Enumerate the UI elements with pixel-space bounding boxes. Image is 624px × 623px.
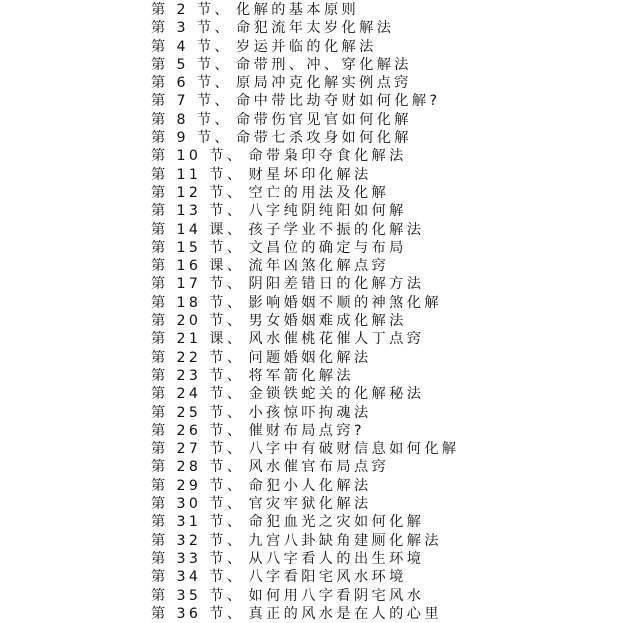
list-item: [151, 92, 611, 110]
lesson-title: 命带刑、冲、穿化解法: [236, 56, 412, 73]
lesson-title: 命犯血光之灾如何化解: [248, 514, 425, 531]
lesson-title: 男女婚姻难成化解法: [248, 313, 407, 330]
list-item: [151, 477, 611, 495]
list-item: [151, 294, 611, 312]
list-item: [151, 422, 611, 440]
list-item: [151, 385, 611, 403]
lesson-title: 九宫八卦缺角建厕化解法: [248, 532, 442, 549]
lesson-number: 第 22 节、: [151, 349, 245, 366]
lesson-number: 第 28 节、: [151, 459, 245, 476]
list-item: [151, 239, 611, 257]
lesson-title: 八字看阳宅风水环境: [248, 569, 407, 586]
lesson-title: 命带枭印夺食化解法: [248, 148, 407, 165]
lesson-title: 从八字看人的出生环境: [248, 550, 425, 567]
lesson-title: 风水催桃花催人丁点窍: [248, 331, 425, 348]
list-item: [151, 56, 611, 74]
lesson-title: 八字纯阴纯阳如何解: [248, 203, 407, 220]
lesson-number: 第 11 节、: [151, 166, 245, 183]
list-item: [151, 166, 611, 184]
lesson-number: 第 30 节、: [151, 496, 245, 513]
lesson-number: 第 2 节、: [151, 2, 233, 18]
lesson-title: 命带七杀攻身如何化解: [236, 130, 412, 147]
list-item: [151, 275, 611, 293]
lesson-title: 原局冲克化解实例点窍: [236, 75, 412, 92]
lesson-number: 第 3 节、: [151, 20, 233, 37]
lesson-number: 第 24 节、: [151, 386, 245, 403]
lesson-number: 第 16 课、: [151, 258, 245, 275]
lesson-title: 岁运并临的化解法: [236, 38, 377, 55]
lesson-number: 第 14 课、: [151, 221, 245, 238]
list-item: [151, 257, 611, 275]
lesson-number: 第 20 节、: [151, 313, 245, 330]
lesson-title: 化解的基本原则: [236, 2, 360, 18]
lesson-title: 将军箭化解法: [248, 367, 354, 384]
list-item: [151, 513, 611, 531]
list-item: [151, 1, 611, 19]
lesson-number: 第 6 节、: [151, 75, 233, 92]
lesson-number: 第 27 节、: [151, 441, 245, 458]
lesson-number: 第 29 节、: [151, 477, 245, 494]
lesson-number: 第 32 节、: [151, 532, 245, 549]
lesson-title: 命犯流年太岁化解法: [236, 20, 395, 37]
list-item: [151, 349, 611, 367]
lesson-number: 第 12 节、: [151, 184, 245, 201]
list-item: [151, 458, 611, 476]
lesson-number: 第 15 节、: [151, 239, 245, 256]
list-item: [151, 404, 611, 422]
list-item: [151, 111, 611, 129]
lesson-title: 官灾牢狱化解法: [248, 496, 372, 513]
list-item: [151, 19, 611, 37]
list-item: [151, 367, 611, 385]
lesson-title: 命犯小人化解法: [248, 477, 372, 494]
lesson-title: 金锁铁蛇关的化解秘法: [248, 386, 425, 403]
lesson-number: 第 34 节、: [151, 569, 245, 586]
lesson-number: 第 5 节、: [151, 56, 233, 73]
lesson-title: 如何用八字看阴宅风水: [248, 587, 425, 604]
lesson-title: 命中带比劫夺财如何化解?: [236, 93, 441, 110]
lesson-number: 第 36 节、: [151, 605, 245, 622]
lesson-title: 真正的风水是在人的心里: [248, 605, 442, 622]
list-item: [151, 605, 611, 623]
list-item: [151, 221, 611, 239]
lesson-number: 第 33 节、: [151, 550, 245, 567]
lesson-number: 第 21 课、: [151, 331, 245, 348]
list-item: [151, 184, 611, 202]
lesson-number: 第 26 节、: [151, 422, 245, 439]
list-item: [151, 568, 611, 586]
list-item: [151, 74, 611, 92]
lesson-title: 小孩惊吓拘魂法: [248, 404, 372, 421]
lesson-title: 命带伤官见官如何化解: [236, 111, 412, 128]
lesson-title: 问题婚姻化解法: [248, 349, 372, 366]
list-item: [151, 587, 611, 605]
list-item: [151, 532, 611, 550]
list-item: [151, 440, 611, 458]
lesson-number: 第 13 节、: [151, 203, 245, 220]
lesson-title: 催财布局点窍?: [248, 422, 365, 439]
lesson-number: 第 8 节、: [151, 111, 233, 128]
lesson-number: 第 23 节、: [151, 367, 245, 384]
lesson-number: 第 9 节、: [151, 130, 233, 147]
lesson-title: 风水催官布局点窍: [248, 459, 390, 476]
lesson-number: 第 17 节、: [151, 276, 245, 293]
lesson-title: 八字中有破财信息如何化解: [248, 441, 460, 458]
list-item: [151, 202, 611, 220]
list-item: [151, 312, 611, 330]
list-item: [151, 550, 611, 568]
lesson-number: 第 7 节、: [151, 93, 233, 110]
lesson-title: 影响婚姻不顺的神煞化解: [248, 294, 442, 311]
lesson-title: 文昌位的确定与布局: [248, 239, 407, 256]
lesson-number: 第 25 节、: [151, 404, 245, 421]
lesson-title: 财星坏印化解法: [248, 166, 372, 183]
lesson-title: 流年凶煞化解点窍: [248, 258, 390, 275]
lesson-title: 阴阳差错日的化解方法: [248, 276, 425, 293]
list-item: [151, 330, 611, 348]
lesson-title: 空亡的用法及化解: [248, 184, 390, 201]
lesson-title: 孩子学业不振的化解法: [248, 221, 425, 238]
lesson-number: 第 18 节、: [151, 294, 245, 311]
lesson-number: 第 4 节、: [151, 38, 233, 55]
lesson-number: 第 31 节、: [151, 514, 245, 531]
list-item: [151, 495, 611, 513]
list-item: [151, 38, 611, 56]
list-item: [151, 147, 611, 165]
table-of-contents: [151, 1, 611, 623]
lesson-number: 第 35 节、: [151, 587, 245, 604]
list-item: [151, 129, 611, 147]
lesson-number: 第 10 节、: [151, 148, 245, 165]
